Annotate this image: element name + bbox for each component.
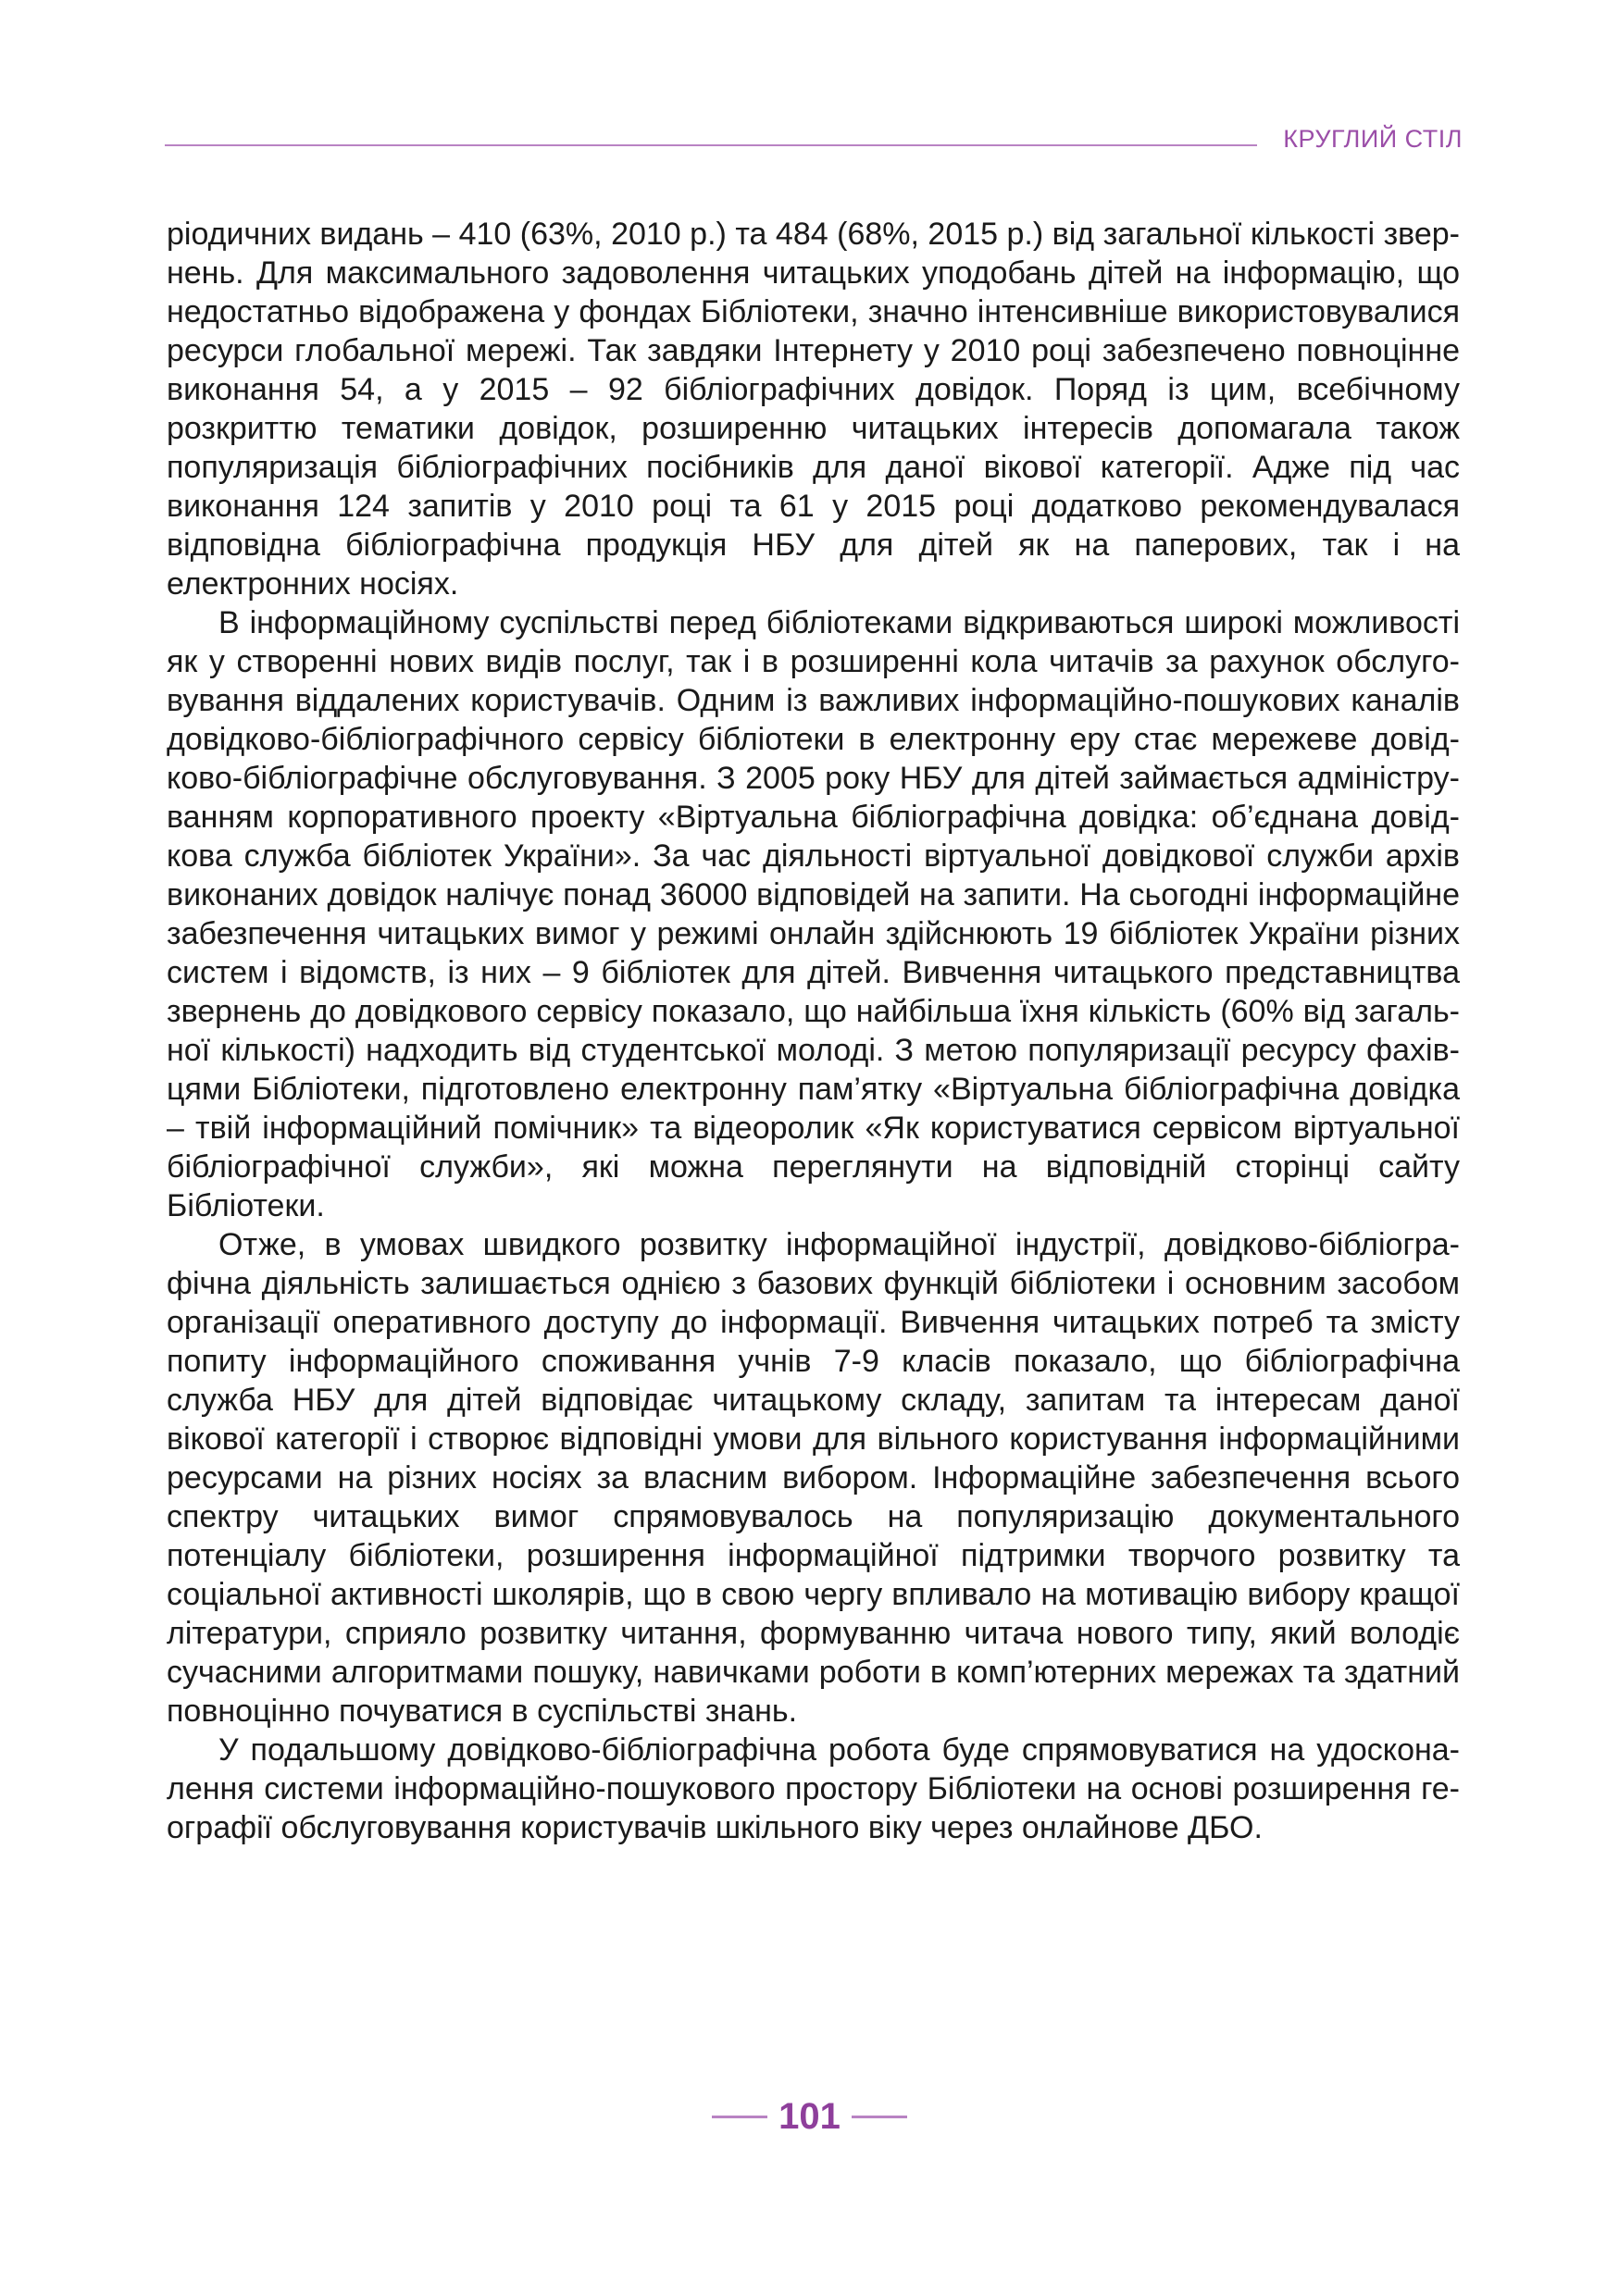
paragraph: Отже, в умовах швидкого розвитку інформаційної індустрії, довідково-бібліографічна діяльність залишається однією з базових функцій бібліотеки і основним засобом організації оперативного доступу до інформації. Вивчення читацьких потреб та змісту попиту інформаційного споживання учнів 7-9 класів показало, що бібліографічна служба НБУ для дітей відповідає читацькому складу, запитам та інтересам даної вікової категорії і створює відповідні умови для вільного користування інформаційними ресурсами на різних носіях за власним вибором. Інформаційне забезпечення всього спектру читацьких вимог спрямовувалось на популяризацію документального потенціалу бібліотеки, розширення інформаційної підтримки творчого розвитку та соціальної активності школярів, що в свою чергу впливало на мотивацію вибору кращої літератури, сприяло розвитку читання, формуванню читача нового типу, який володіє сучасними алгоритмами пошуку, навичками роботи в комп’ютерних мережах та здатний повноцінно почуватися в суспільстві знань.	[167, 1227, 1460, 1729]
page-footer	[0, 2093, 1619, 2140]
paragraph: В інформаційному суспільстві перед бібліотеками відкриваються широкі можливості як у створенні нових видів послуг, так і в розширенні кола читачів за рахунок обслуговування віддалених користувачів. Одним із важливих інформаційно-пошукових каналів довідково-бібліографічного сервісу бібліотеки в електронну еру стає мережеве довідково-бібліографічне обслуговування. З 2005 року НБУ для дітей займається адмініструванням корпоративного проекту «Віртуальна бібліографічна довідка: об’єднана довідкова служба бібліотек України». За час діяльності віртуальної довідкової служби архів виконаних довідок налічує понад 36000 відповідей на запити. На сьогодні інформаційне забезпечення читацьких вимог у режимі онлайн здійснюють 19 бібліотек України різних систем і відомств, із них – 9 бібліотек для дітей. Вивчення читацького представництва звернень до довідкового сервісу показало, що найбільша їхня кількість (60% від загальної кількості) надходить від студентської молоді. З метою популяризації ресурсу фахівцями Бібліотеки, підготовлено електронну пам’ятку «Віртуальна бібліографічна довідка – твій інформаційний помічник» та відеоролик «Як користуватися сервісом віртуальної бібліографічної служби», які можна переглянути на відповідній сторінці сайту Бібліотеки.	[167, 605, 1460, 1223]
footer-rule-left	[712, 2116, 767, 2118]
section-title: КРУГЛИЙ СТІЛ	[1283, 125, 1463, 153]
paragraph: У подальшому довідково-бібліографічна робота буде спрямовуватися на удосконалення системи інформаційно-пошукового простору Бібліотеки на основі розширення географії обслуговування користувачів шкільного віку через онлайнове ДБО.	[167, 1732, 1460, 1845]
footer-rule-right	[852, 2116, 907, 2118]
header-rule	[165, 144, 1257, 146]
running-header	[165, 118, 1463, 155]
body-text	[167, 215, 1460, 1847]
paragraph-continued: ріодичних видань – 410 (63%, 2010 р.) та 484 (68%, 2015 р.) від загальної кількості звернень. Для максимального задоволення читацьких уподобань дітей на інформацію, що недостатньо відображена у фондах Бібліотеки, значно інтенсивніше використовувалися ресурси глобальної мережі. Так завдяки Інтернету у 2010 році забезпечено повноцінне виконання 54, а у 2015 – 92 бібліографічних довідок. Поряд із цим, всебічному розкриттю тематики довідок, розширенню читацьких інтересів допомагала також популяризація бібліографічних посібників для даної вікової категорії. Адже під час виконання 124 запитів у 2010 році та 61 у 2015 році додатково рекомендувалася відповідна бібліографічна продукція НБУ для дітей як на паперових, так і на електронних носіях.	[167, 217, 1460, 602]
page-number: 101	[778, 2096, 841, 2137]
